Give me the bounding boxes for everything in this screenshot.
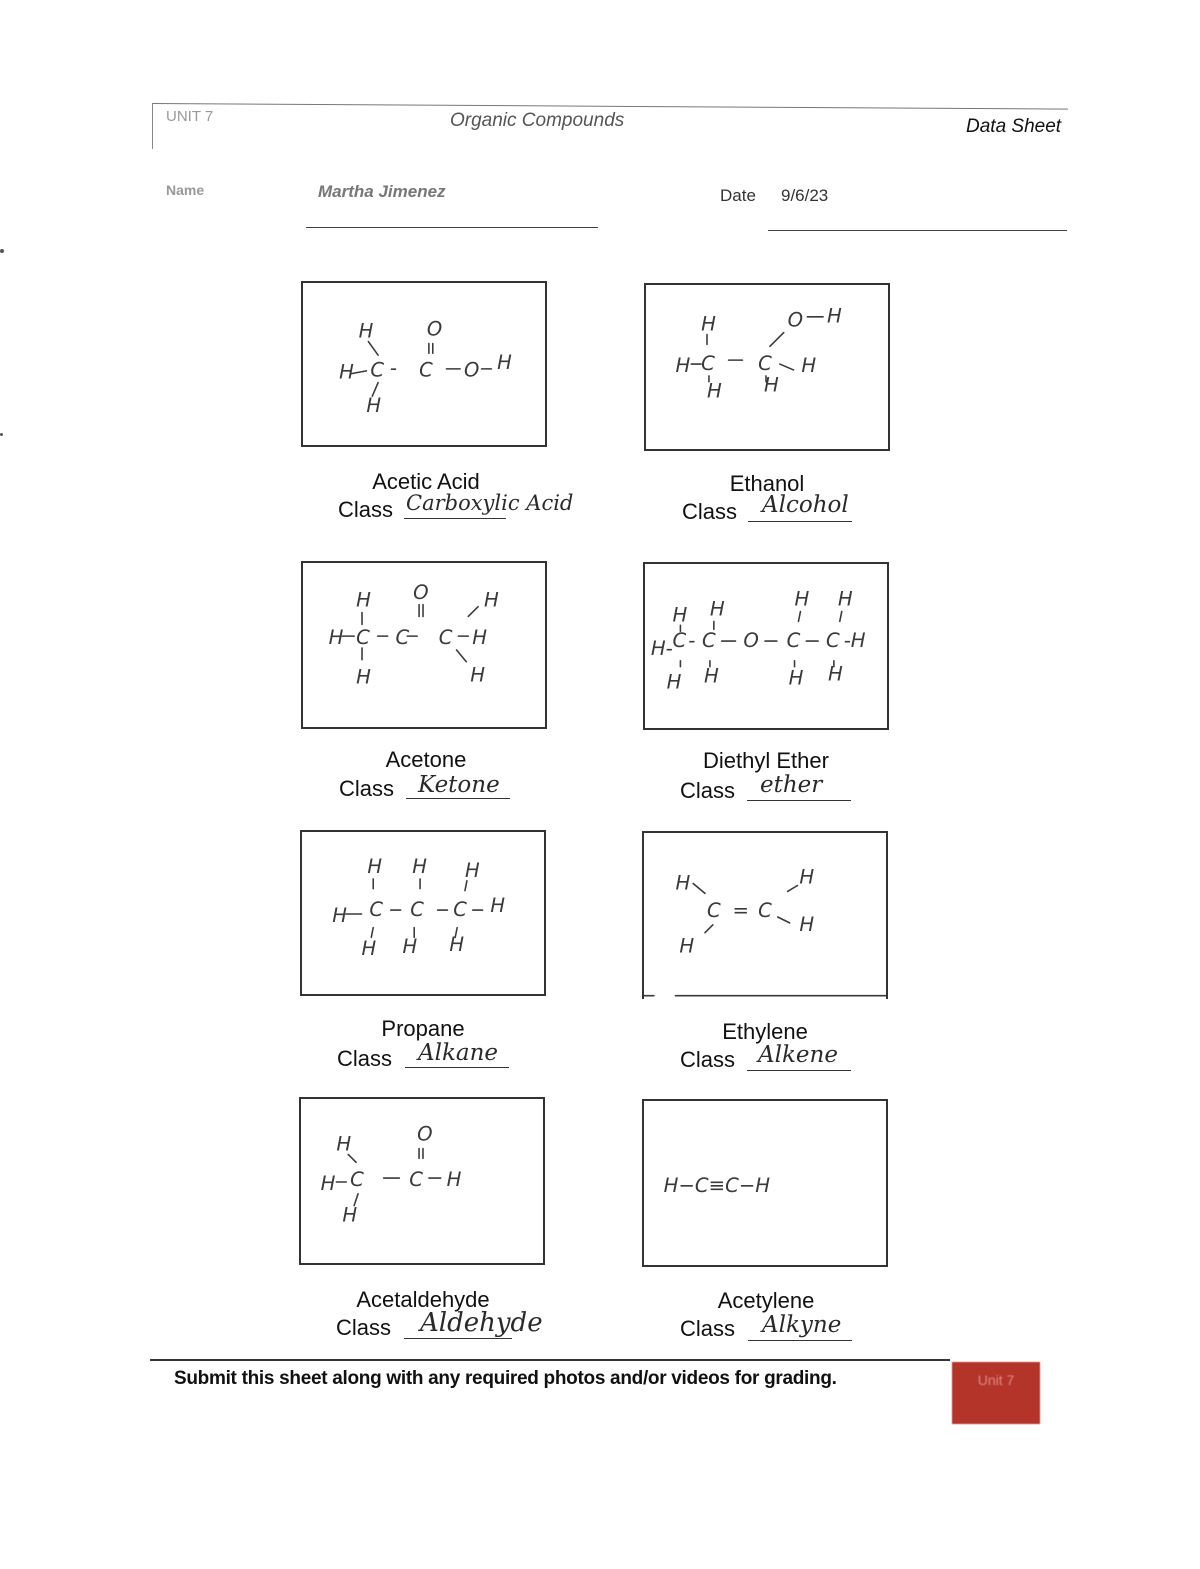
svg-text:H: H	[402, 935, 418, 959]
svg-text:H: H	[366, 393, 382, 417]
compound-name: Ethanol	[729, 471, 805, 496]
svg-text:C: C	[453, 897, 467, 921]
structure-box-acetic-acid	[301, 281, 547, 447]
svg-text:H: H	[320, 1171, 336, 1195]
unit-badge	[952, 1362, 1040, 1424]
structure-box-ethanol	[644, 283, 890, 451]
date-underline	[768, 230, 1067, 231]
svg-text:O: O	[464, 358, 480, 382]
answer-underline	[404, 1338, 512, 1339]
structure-box-acetaldehyde	[299, 1097, 545, 1265]
svg-text:H: H	[709, 597, 725, 621]
svg-text:H: H	[470, 663, 486, 687]
svg-text:H: H	[446, 1167, 462, 1191]
svg-text:H: H	[342, 1203, 358, 1227]
structure-box-acetylene	[642, 1099, 888, 1267]
answer-underline	[405, 1067, 509, 1068]
class-answer[interactable]: Carboxylic Acid	[406, 491, 574, 515]
sheet-type: Data Sheet	[966, 116, 1062, 137]
svg-text:H: H	[367, 854, 383, 878]
date-label: Date	[720, 186, 756, 205]
svg-text:C: C	[702, 628, 716, 652]
svg-text:C: C	[758, 351, 772, 375]
class-label: Class	[336, 1315, 392, 1340]
acetaldehyde-structure	[301, 1099, 543, 1263]
compound-name: Propane	[381, 1016, 465, 1041]
class-answer[interactable]: Alkene	[758, 1042, 838, 1068]
class-label: Class	[339, 776, 395, 801]
svg-text:H: H	[332, 903, 347, 927]
class-answer[interactable]: Aldehyde	[420, 1308, 543, 1338]
answer-underline	[404, 518, 506, 519]
class-answer[interactable]: Alkane	[418, 1040, 499, 1066]
svg-text:H: H	[706, 379, 722, 403]
svg-text:H: H	[764, 373, 779, 397]
svg-text:H: H	[339, 360, 354, 384]
svg-text:C: C	[701, 351, 715, 375]
propane-structure	[302, 832, 544, 994]
svg-text:H: H	[788, 666, 804, 690]
svg-text:H: H	[679, 934, 695, 958]
answer-underline	[748, 521, 852, 522]
acetylene-formula: H−C≡C−H	[663, 1173, 771, 1197]
svg-text:O: O	[426, 317, 443, 341]
svg-text:H: H	[336, 1132, 352, 1156]
svg-text:H: H	[358, 319, 374, 343]
svg-text:H: H	[497, 350, 512, 374]
compound-name: Acetaldehyde	[356, 1287, 490, 1312]
compound-name: Acetylene	[717, 1288, 815, 1313]
svg-text:H: H	[827, 304, 842, 328]
answer-underline	[747, 800, 851, 801]
class-answer[interactable]: ether	[760, 772, 823, 798]
svg-text:-H: -H	[843, 628, 866, 652]
date-field[interactable]: 9/6/23	[781, 186, 829, 205]
svg-text:H: H	[837, 587, 853, 611]
svg-text:C: C	[672, 628, 687, 652]
svg-text:H: H	[464, 858, 480, 882]
structure-box-acetone	[301, 561, 547, 729]
header-tick	[152, 103, 153, 149]
structure-box-diethyl-ether	[643, 562, 889, 730]
svg-text:H: H	[672, 603, 688, 627]
svg-text:=: =	[732, 898, 750, 922]
svg-text:H: H	[827, 662, 843, 686]
svg-text:H-: H-	[650, 636, 673, 660]
structure-box-propane	[300, 830, 546, 996]
svg-text:C: C	[438, 626, 453, 650]
class-label: Class	[682, 499, 738, 524]
structure-box-ethylene	[642, 831, 888, 999]
class-label: Class	[337, 1046, 393, 1071]
svg-text:O: O	[743, 628, 759, 652]
svg-text:C: C	[758, 898, 772, 922]
svg-text:H: H	[794, 587, 810, 611]
page-title: Organic Compounds	[450, 110, 625, 131]
svg-text:H: H	[472, 626, 487, 650]
class-label: Class	[680, 1316, 736, 1341]
svg-text:H: H	[356, 588, 371, 612]
ethanol-structure	[646, 285, 888, 449]
ethylene-structure	[644, 833, 886, 999]
svg-text:H: H	[490, 894, 506, 918]
svg-text:C: C	[395, 626, 410, 650]
svg-text:C: C	[409, 1167, 423, 1191]
svg-text:O: O	[787, 308, 804, 332]
compound-name: Acetic Acid	[372, 469, 480, 494]
svg-text:C: C	[826, 628, 840, 652]
svg-text:H: H	[704, 664, 719, 688]
submission-note: Submit this sheet along with any required photos and/or videos for grading.	[174, 1368, 837, 1389]
class-label: Class	[680, 778, 736, 803]
svg-text:O: O	[413, 580, 429, 604]
diethyl-ether-structure	[645, 564, 887, 728]
svg-text:H: H	[356, 665, 371, 689]
svg-text:C: C	[369, 897, 383, 921]
name-field[interactable]: Martha Jimenez	[318, 182, 446, 201]
footer-rule	[150, 1359, 950, 1361]
svg-text:C: C	[786, 628, 801, 652]
svg-text:O: O	[417, 1122, 433, 1146]
svg-text:H: H	[799, 912, 815, 936]
svg-text:C: C	[370, 358, 384, 382]
scan-speck	[0, 433, 3, 436]
class-answer[interactable]: Alkyne	[762, 1312, 842, 1338]
compound-name: Ethylene	[722, 1019, 808, 1044]
acetylene-structure	[644, 1101, 886, 1265]
svg-text:H: H	[361, 936, 377, 960]
class-label: Class	[680, 1047, 736, 1072]
svg-text:-: -	[688, 628, 696, 652]
unit-label: UNIT 7	[166, 108, 214, 125]
svg-text:C: C	[419, 358, 433, 382]
svg-text:C: C	[350, 1167, 364, 1191]
svg-text:H: H	[328, 626, 344, 650]
compound-name: Acetone	[385, 747, 467, 772]
svg-text:H: H	[449, 933, 465, 957]
unit-badge-label: Unit 7	[977, 1372, 1015, 1388]
class-answer[interactable]: Alcohol	[762, 492, 849, 518]
compound-name: Diethyl Ether	[703, 748, 829, 773]
svg-text:-: -	[389, 356, 397, 380]
name-label: Name	[166, 182, 205, 198]
class-label: Class	[338, 497, 394, 522]
svg-text:H: H	[701, 312, 716, 336]
answer-underline	[747, 1070, 851, 1071]
answer-underline	[748, 1340, 852, 1341]
svg-text:H: H	[484, 588, 499, 612]
answer-underline	[406, 798, 510, 799]
scan-speck	[0, 249, 4, 253]
svg-text:C: C	[356, 626, 370, 650]
name-underline	[306, 227, 598, 228]
svg-text:C: C	[706, 898, 721, 922]
acetic-acid-structure	[303, 283, 545, 445]
svg-text:H: H	[666, 670, 682, 694]
svg-text:H: H	[799, 865, 815, 889]
class-answer[interactable]: Ketone	[418, 772, 500, 798]
header-rule	[152, 103, 1068, 110]
svg-text:C: C	[410, 897, 424, 921]
acetone-structure	[303, 563, 545, 727]
svg-text:H: H	[412, 854, 427, 878]
svg-text:H: H	[675, 871, 691, 895]
svg-text:H: H	[675, 353, 691, 377]
svg-text:H: H	[801, 353, 817, 377]
